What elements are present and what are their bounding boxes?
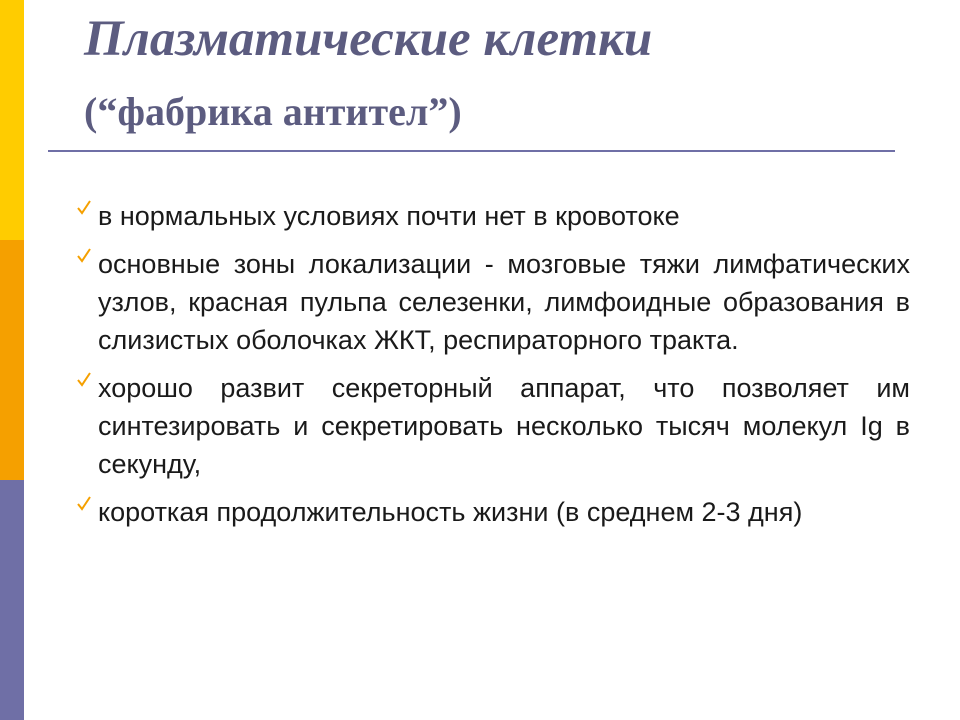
check-mark-icon bbox=[76, 493, 92, 513]
check-mark-icon bbox=[76, 245, 92, 265]
title-divider bbox=[48, 150, 895, 152]
slide-title: Плазматические клетки bbox=[84, 11, 653, 67]
bullet-text: короткая продолжительность жизни (в среднем 2-3 дня) bbox=[98, 497, 803, 527]
bullet-item bbox=[74, 245, 910, 359]
side-bar-yellow bbox=[0, 0, 24, 240]
bullet-item bbox=[74, 197, 910, 235]
slide-subtitle: (“фабрика антител”) bbox=[84, 89, 462, 134]
check-mark-icon bbox=[76, 197, 92, 217]
bullet-list bbox=[74, 197, 910, 541]
bullet-text: в нормальных условиях почти нет в кровотоке bbox=[98, 201, 680, 231]
side-bar-purple bbox=[0, 480, 24, 720]
side-bar-orange bbox=[0, 240, 24, 480]
bullet-item bbox=[74, 369, 910, 483]
bullet-text: основные зоны локализации - мозговые тяжи лимфатических узлов, красная пульпа селезенки, лимфоидные образования в слизистых оболочках ЖКТ, респираторного тракта. bbox=[98, 249, 910, 355]
bullet-text: хорошо развит секреторный аппарат, что позволяет им синтезировать и секретировать несколько тысяч молекул Ig в секунду, bbox=[98, 373, 910, 479]
check-mark-icon bbox=[76, 369, 92, 389]
bullet-item bbox=[74, 493, 910, 531]
